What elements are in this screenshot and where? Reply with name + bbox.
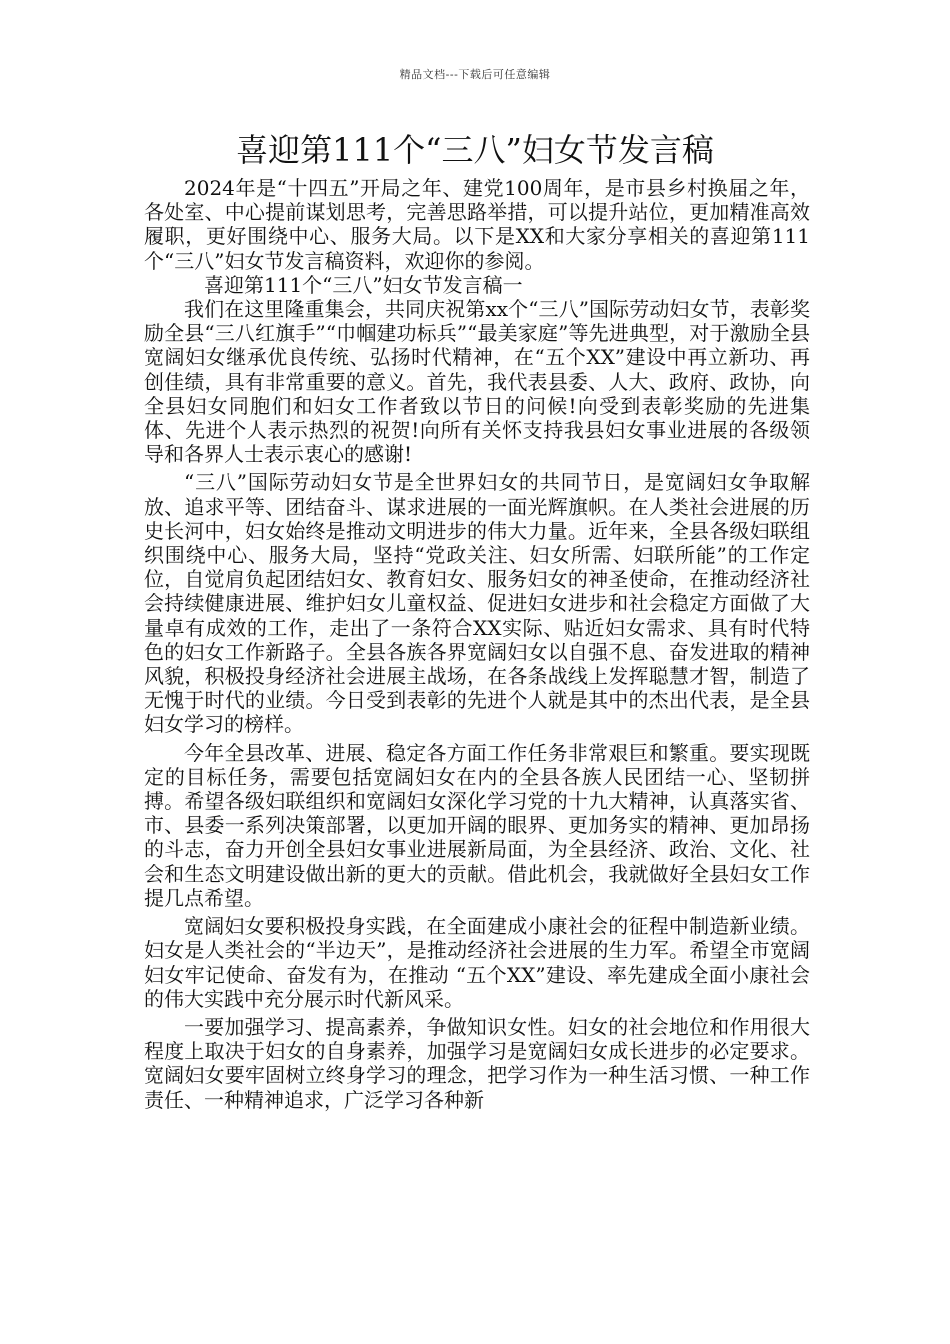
body-paragraph: 今年全县改革、进展、稳定各方面工作任务非常艰巨和繁重。要实现既定的目标任务，需要包括宽阔妇女在内的全县各族人民团结一心、坚韧拼搏。希望各级妇联组织和宽阔妇女深化学习党的十九大精神，认真落实省、市、县委一系列决策部署，以更加开阔的眼界、更加务实的精神、更加昂扬的斗志，奋力开创全县妇女事业进展新局面，为全县经济、政治、文化、社会和生态文明建设做出新的更大的贡献。借此机会，我就做好全县妇女工作提几点希望。 <box>144 740 810 910</box>
page-header-note: 精品文档---下载后可任意编辑 <box>399 68 551 81</box>
body-paragraph: 我们在这里隆重集会，共同庆祝第xx个“三八”国际劳动妇女节，表彰奖励全县“三八红旗手”“巾帼建功标兵”“最美家庭”等先进典型，对于激励全县宽阔妇女继承优良传统、弘扬时代精神，在“五个XX”建设中再立新功、再创佳绩，具有非常重要的意义。首先，我代表县委、人大、政府、政协，向全县妇女同胞们和妇女工作者致以节日的问候!向受到表彰奖励的先进集体、先进个人表示热烈的祝贺!向所有关怀支持我县妇女事业进展的各级领导和各界人士表示衷心的感谢! <box>144 297 810 467</box>
document-body <box>144 176 810 1112</box>
intro-paragraph: 2024年是“十四五”开局之年、建党100周年，是市县乡村换届之年，各处室、中心提前谋划思考，完善思路举措，可以提升站位，更加精准高效履职，更好围绕中心、服务大局。以下是XX和大家分享相关的喜迎第111个“三八”妇女节发言稿资料，欢迎你的参阅。 <box>144 176 810 273</box>
document-title: 喜迎第111个“三八”妇女节发言稿 <box>236 131 714 169</box>
section-heading: 喜迎第111个“三八”妇女节发言稿一 <box>204 272 523 297</box>
body-paragraph: 一要加强学习、提高素养，争做知识女性。妇女的社会地位和作用很大程度上取决于妇女的自身素养，加强学习是宽阔妇女成长进步的必定要求。宽阔妇女要牢固树立终身学习的理念，把学习作为一种生活习惯、一种工作责任、一种精神追求，广泛学习各种新 <box>144 1014 810 1112</box>
body-paragraph: “三八”国际劳动妇女节是全世界妇女的共同节日，是宽阔妇女争取解放、追求平等、团结奋斗、谋求进展的一面光辉旗帜。在人类社会进展的历史长河中，妇女始终是推动文明进步的伟大力量。近年来，全县各级妇联组织围绕中心、服务大局，坚持“党政关注、妇女所需、妇联所能”的工作定位，自觉肩负起团结妇女、教育妇女、服务妇女的神圣使命，在推动经济社会持续健康进展、维护妇女儿童权益、促进妇女进步和社会稳定方面做了大量卓有成效的工作，走出了一条符合XX实际、贴近妇女需求、具有时代特色的妇女工作新路子。全县各族各界宽阔妇女以自强不息、奋发进取的精神风貌，积极投身经济社会进展主战场，在各条战线上发挥聪慧才智，制造了无愧于时代的业绩。今日受到表彰的先进个人就是其中的杰出代表，是全县妇女学习的榜样。 <box>144 470 810 737</box>
body-paragraph: 宽阔妇女要积极投身实践，在全面建成小康社会的征程中制造新业绩。妇女是人类社会的“半边天”，是推动经济社会进展的生力军。希望全市宽阔妇女牢记使命、奋发有为，在推动 “五个XX”建设、率先建成全面小康社会的伟大实践中充分展示时代新风采。 <box>144 914 810 1011</box>
